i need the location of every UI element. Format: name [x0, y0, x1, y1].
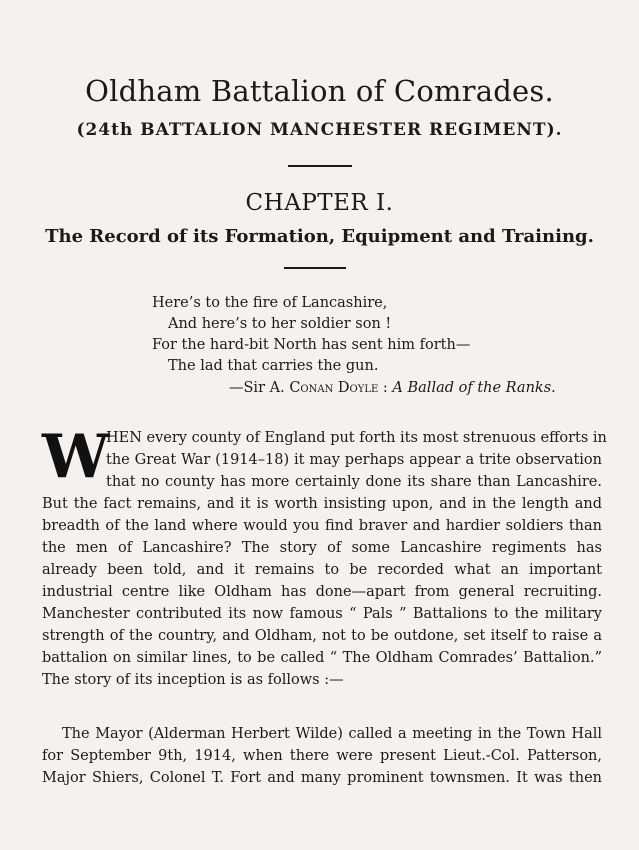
text-line: The story of its inception is as follows :—: [42, 672, 344, 688]
text-line: The Mayor (Alderman Herbert Wilde) called a meeting in the Town Hall: [62, 726, 602, 742]
chapter-divider: [284, 267, 346, 269]
text-line: breadth of the land where would you find braver and hardier soldiers than: [42, 518, 602, 534]
text-line: the men of Lancashire? The story of some Lancashire regiments has: [42, 540, 602, 556]
text-line: for September 9th, 1914, when there were present Lieut.-Col. Patterson,: [42, 748, 602, 764]
verse-attribution: [229, 378, 556, 400]
text-line: Manchester contributed its now famous “ Pals ” Battalions to the military: [42, 606, 602, 622]
drop-cap: W: [42, 422, 110, 492]
page-title: Oldham Battalion of Comrades.: [85, 74, 554, 108]
attribution-separator: :: [378, 380, 393, 396]
text-line: Major Shiers, Colonel T. Fort and many prominent townsmen. It was then: [42, 770, 602, 786]
text-line: battalion on similar lines, to be called “ The Oldham Comrades’ Battalion.”: [42, 650, 602, 666]
text-line: But the fact remains, and it is worth insisting upon, and in the length and: [42, 496, 602, 512]
text-line: that no county has more certainly done its share than Lancashire.: [106, 474, 602, 490]
text-line: strength of the country, and Oldham, not to be outdone, set itself to raise a: [42, 628, 602, 644]
chapter-subheading: The Record of its Formation, Equipment and Training.: [45, 226, 594, 247]
text-line: the Great War (1914–18) it may perhaps appear a trite observation: [106, 452, 602, 468]
page-subtitle: (24th BATTALION MANCHESTER REGIMENT).: [76, 120, 563, 140]
attribution-author: Conan Doyle: [289, 380, 379, 396]
chapter-heading: CHAPTER I.: [245, 190, 394, 216]
verse-line: The lad that carries the gun.: [168, 358, 379, 374]
paragraph-2: [42, 723, 602, 789]
verse-line: And here’s to her soldier son !: [168, 316, 392, 332]
verse-line: Here’s to the fire of Lancashire,: [152, 295, 388, 311]
text-line: industrial centre like Oldham has done—apart from general recruiting.: [42, 584, 602, 600]
paragraph-1: [42, 422, 607, 691]
verse-line: For the hard-bit North has sent him forth—: [152, 337, 471, 353]
title-divider: [288, 165, 352, 167]
text-line: already been told, and it remains to be recorded what an important: [42, 562, 602, 578]
attribution-work: A Ballad of the Ranks.: [392, 380, 556, 396]
attribution-prefix: —Sir A.: [229, 380, 290, 396]
text-line: HEN every county of England put forth its most strenuous efforts in: [106, 430, 607, 446]
